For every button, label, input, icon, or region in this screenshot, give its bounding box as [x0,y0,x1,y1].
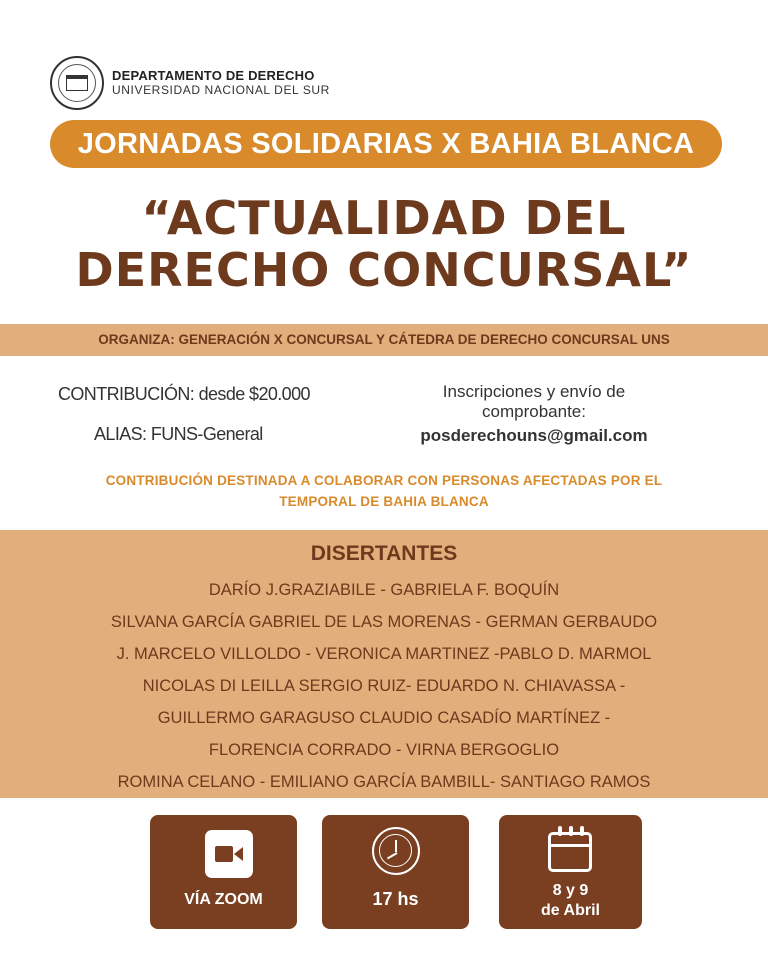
date-info-box [499,815,642,929]
date-days: 8 y 9 [552,882,589,899]
time-info-box [322,815,469,929]
header [50,56,330,110]
speakers-row: DARÍO J.GRAZIABILE - GABRIELA F. BOQUÍN [208,581,560,599]
university-line: UNIVERSIDAD NACIONAL DEL SUR [112,83,330,97]
purpose-line-2: TEMPORAL DE BAHIA BLANCA [279,494,489,509]
department-line: DEPARTAMENTO DE DERECHO [112,68,315,83]
registration-info [400,382,668,446]
purpose-line-1: CONTRIBUCIÓN DESTINADA A COLABORAR CON PERSONAS AFECTADAS POR EL [105,473,663,488]
registration-email[interactable]: posderechouns@gmail.com [420,426,648,445]
speakers-row: GUILLERMO GARAGUSO CLAUDIO CASADÍO MARTÍNEZ - [157,709,611,727]
title-line-2: DERECHO CONCURSAL” [75,243,693,297]
speakers-row: NICOLAS DI LEILLA SERGIO RUIZ- EDUARDO N. CHIAVASSA - [142,677,626,695]
time-label: 17 hs [372,889,419,909]
contribution-alias: ALIAS: FUNS-General [94,424,263,444]
speakers-row: J. MARCELO VILLOLDO - VERONICA MARTINEZ -PABLO D. MARMOL [116,645,652,663]
calendar-icon [548,832,592,872]
date-month: de Abril [541,902,600,919]
page-title [0,192,768,296]
speakers-section [0,530,768,798]
date-label [499,881,642,921]
event-banner: JORNADAS SOLIDARIAS X BAHIA BLANCA [50,120,722,168]
organizers-bar: ORGANIZA: GENERACIÓN X CONCURSAL Y CÁTEDRA DE DERECHO CONCURSAL UNS [0,324,768,356]
zoom-label: VÍA ZOOM [184,891,263,908]
speakers-row: ROMINA CELANO - EMILIANO GARCÍA BAMBILL- SANTIAGO RAMOS [117,773,651,791]
contribution-amount: CONTRIBUCIÓN: desde $20.000 [58,384,310,404]
speakers-heading: DISERTANTES [310,542,458,565]
registration-line-1: Inscripciones y envío de [442,382,626,401]
title-line-1: “ACTUALIDAD DEL [141,191,627,245]
department-name [112,68,330,98]
speakers-row: SILVANA GARCÍA GABRIEL DE LAS MORENAS - GERMAN GERBAUDO [110,613,658,631]
contribution-purpose [40,470,728,512]
registration-line-2: comprobante: [482,402,586,421]
speakers-row: FLORENCIA CORRADO - VIRNA BERGOGLIO [208,741,560,759]
clock-icon [372,827,420,875]
zoom-info-box [150,815,297,929]
university-seal-logo [50,56,104,110]
video-camera-icon [205,830,253,878]
